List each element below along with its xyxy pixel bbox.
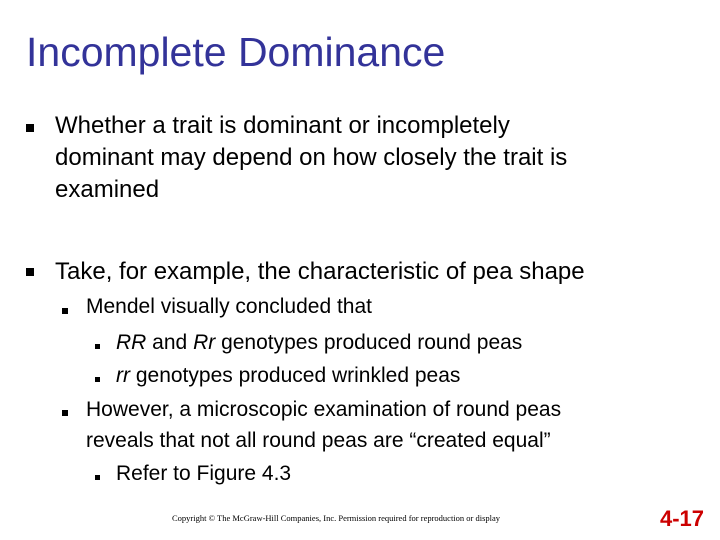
sub-sub-bullet-marker xyxy=(95,475,100,480)
genotype-RR: RR xyxy=(116,331,147,354)
bullet-marker xyxy=(26,124,34,132)
bullet-1-line-1: Whether a trait is dominant or incompletely xyxy=(55,112,510,139)
wrinkled-peas-text: genotypes produced wrinkled peas xyxy=(130,364,461,387)
slide-title: Incomplete Dominance xyxy=(26,29,446,75)
bullet-1-line-2: dominant may depend on how closely the trait is xyxy=(55,144,568,171)
sub-bullet-mendel: Mendel visually concluded that xyxy=(86,295,373,318)
sub-sub-bullet-rr-rr xyxy=(116,330,522,356)
bullet-1-line-3: examined xyxy=(55,176,160,203)
sub-bullet-however-line-1: However, a microscopic examination of round peas xyxy=(86,398,562,421)
genotype-Rr: Rr xyxy=(193,331,216,354)
round-peas-text: genotypes produced round peas xyxy=(215,331,523,354)
sub-sub-bullet-marker xyxy=(95,344,100,349)
sub-bullet-marker xyxy=(62,308,68,314)
sub-sub-bullet-marker xyxy=(95,377,100,382)
sub-sub-bullet-rr xyxy=(116,363,460,389)
sub-bullet-however-line-2: reveals that not all round peas are “created equal” xyxy=(86,429,551,452)
bullet-marker xyxy=(26,268,34,276)
bullet-2-line-1: Take, for example, the characteristic of pea shape xyxy=(55,258,585,285)
sub-sub-bullet-figure-ref: Refer to Figure 4.3 xyxy=(116,462,292,485)
copyright-notice: Copyright © The McGraw-Hill Companies, Inc. Permission required for reproduction or display xyxy=(172,513,501,523)
slide-number: 4-17 xyxy=(660,506,705,531)
and-text: and xyxy=(146,331,194,354)
genotype-rr: rr xyxy=(116,364,130,387)
sub-bullet-marker xyxy=(62,410,68,416)
